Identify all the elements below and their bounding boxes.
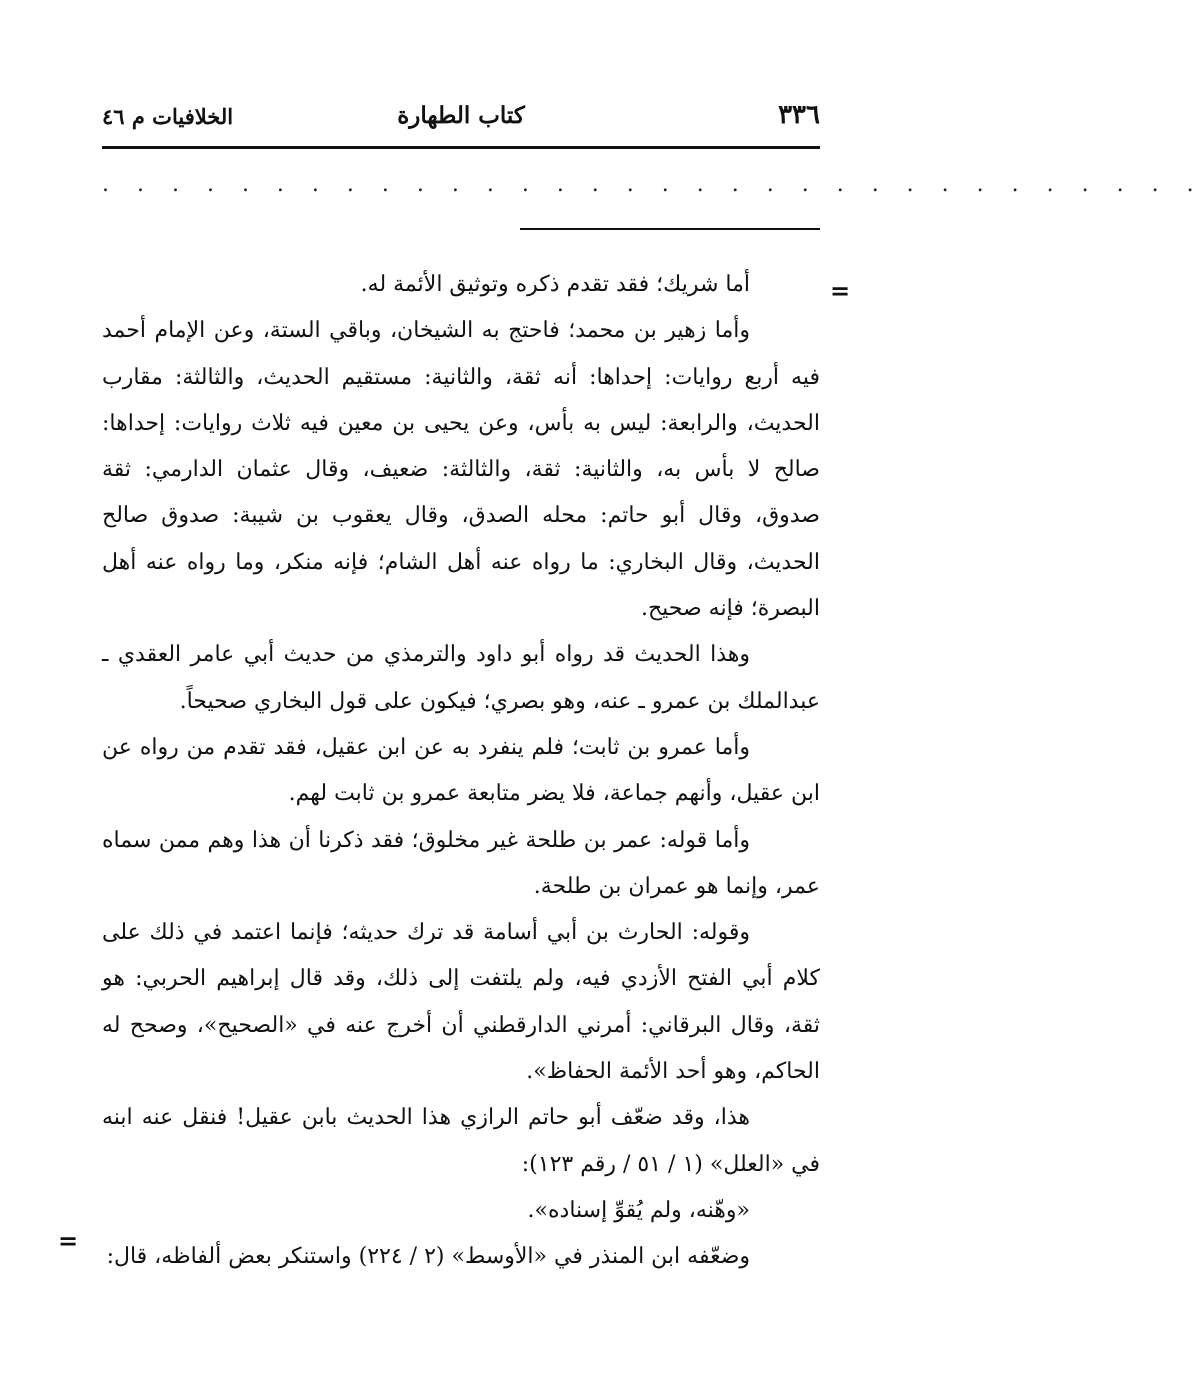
paragraph: وأما زهير بن محمد؛ فاحتج به الشيخان، وباقي الستة، وعن الإمام أحمد فيه أربع روايات: إحداها: أنه ثقة، والثانية: مستقيم الحديث، والثالثة: مقارب الحديث، والرابعة: ليس به بأس، وعن يحيى بن معين فيه ثلاث روايات: إحداها: صالح لا بأس به، والثانية: ثقة، والثالثة: ضعيف، وقال عثمان الدارمي: ثقة صدوق، وقال أبو حاتم: محله الصدق، وقال يعقوب بن شيبة: صدوق صالح الحديث، وقال البخاري: ما رواه عنه أهل الشام؛ فإنه منكر، وما رواه عنه أهل البصرة؛ فإنه صحيح. xyxy=(102,318,820,622)
footnote-body xyxy=(102,262,820,1281)
paragraph: هذا، وقد ضعّف أبو حاتم الرازي هذا الحديث بابن عقيل! فنقل عنه ابنه في «العلل» (١ / ٥١ / رقم ١٢٣): xyxy=(102,1105,820,1177)
continuation-mark-top: = xyxy=(830,276,851,305)
page-header xyxy=(102,100,820,140)
paragraph: وأما عمرو بن ثابت؛ فلم ينفرد به عن ابن عقيل، فقد تقدم من رواه عن ابن عقيل، وأنهم جماعة، فلا يضر متابعة عمرو بن ثابت لهم. xyxy=(102,734,820,807)
header-rule xyxy=(102,146,820,149)
paragraph: أما شريك؛ فقد تقدم ذكره وتوثيق الأئمة له. xyxy=(360,272,750,297)
paragraph: وقوله: الحارث بن أبي أسامة قد ترك حديثه؛ فإنما اعتمد في ذلك على كلام أبي الفتح الأزدي فيه، ولم يلتفت إلى ذلك، وقد قال إبراهيم الحربي: هو ثقة، وقال البرقاني: أمرني الدارقطني أن أخرج عنه في «الصحيح»، وصحح له الحاكم، وهو أحد الأئمة الحفاظ». xyxy=(102,920,820,1085)
paragraph: وأما قوله: عمر بن طلحة غير مخلوق؛ فقد ذكرنا أن هذا وهم ممن سماه عمر، وإنما هو عمران بن طلحة. xyxy=(102,827,820,899)
volume-tag: الخلافيات م ٤٦ xyxy=(102,104,234,129)
page-number: ٣٣٦ xyxy=(778,100,820,130)
paragraph: وضعّفه ابن المنذر في «الأوسط» (٢ / ٢٢٤) واستنكر بعض ألفاظه، قال: xyxy=(106,1244,750,1270)
footnote-continuation-dots: . . . . . . . . . . . . . . . . . . . . . . . . . . . . . . . . xyxy=(102,172,1204,197)
book-title: كتاب الطهارة xyxy=(397,102,525,129)
continuation-mark-bottom: = xyxy=(58,1226,79,1255)
quotation: «وهّنه، ولم يُقوِّ إسناده». xyxy=(527,1197,750,1223)
footnote-separator-rule xyxy=(520,228,820,230)
paragraph: وهذا الحديث قد رواه أبو داود والترمذي من حديث أبي عامر العقدي ـ عبدالملك بن عمرو ـ عنه، وهو بصري؛ فيكون على قول البخاري صحيحاً. xyxy=(102,642,820,714)
